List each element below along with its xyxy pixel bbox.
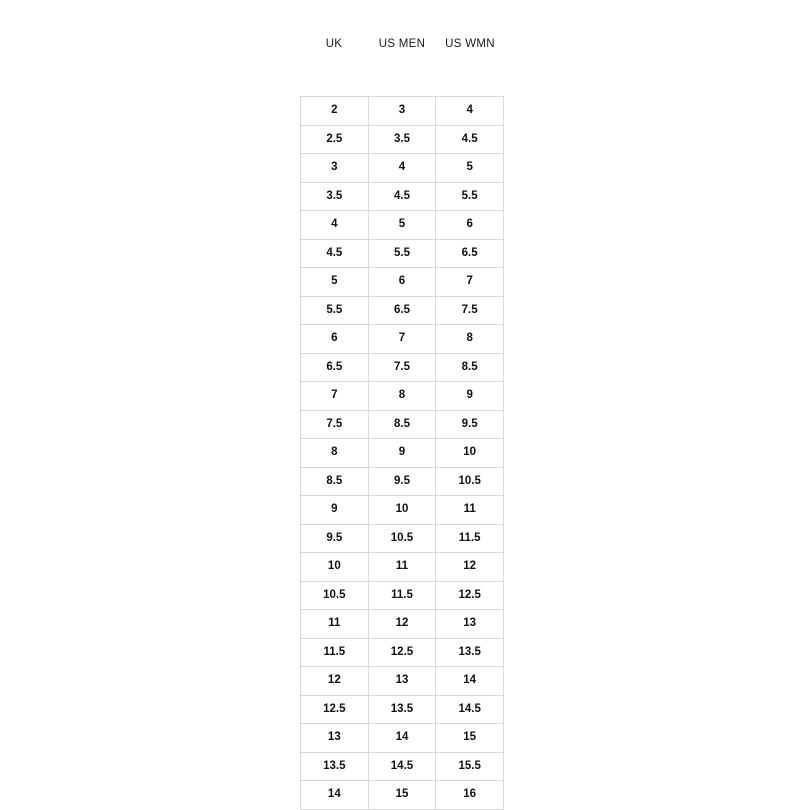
table-row xyxy=(301,695,504,724)
table-cell: 5.5 xyxy=(368,239,436,268)
table-cell: 8.5 xyxy=(436,353,504,382)
table-cell: 7.5 xyxy=(301,410,369,439)
table-cell: 4 xyxy=(368,154,436,183)
table-cell: 11.5 xyxy=(301,638,369,667)
table-cell: 14 xyxy=(436,667,504,696)
table-cell: 4.5 xyxy=(301,239,369,268)
table-row xyxy=(301,296,504,325)
table-row xyxy=(301,781,504,810)
table-row xyxy=(301,496,504,525)
table-cell: 12 xyxy=(436,553,504,582)
table-cell: 5 xyxy=(301,268,369,297)
table-cell: 11.5 xyxy=(436,524,504,553)
table-cell: 14.5 xyxy=(368,752,436,781)
table-cell: 10 xyxy=(301,553,369,582)
table-cell: 8 xyxy=(368,382,436,411)
table-cell: 13.5 xyxy=(301,752,369,781)
table-cell: 3 xyxy=(368,97,436,126)
table-cell: 6 xyxy=(368,268,436,297)
table-row xyxy=(301,97,504,126)
table-cell: 13 xyxy=(368,667,436,696)
table-cell: 3.5 xyxy=(368,125,436,154)
table-cell: 8.5 xyxy=(301,467,369,496)
table-row xyxy=(301,211,504,240)
size-table-body xyxy=(301,97,504,810)
table-row xyxy=(301,638,504,667)
table-row xyxy=(301,125,504,154)
column-header-us-wmn: US WMN xyxy=(445,38,495,50)
table-cell: 15 xyxy=(368,781,436,810)
table-cell: 9 xyxy=(368,439,436,468)
table-cell: 11.5 xyxy=(368,581,436,610)
table-row xyxy=(301,239,504,268)
table-cell: 6.5 xyxy=(436,239,504,268)
table-cell: 15.5 xyxy=(436,752,504,781)
table-cell: 12 xyxy=(368,610,436,639)
table-row xyxy=(301,154,504,183)
table-cell: 9.5 xyxy=(301,524,369,553)
table-cell: 5 xyxy=(436,154,504,183)
table-cell: 13.5 xyxy=(436,638,504,667)
table-row xyxy=(301,439,504,468)
table-cell: 12 xyxy=(301,667,369,696)
table-cell: 10 xyxy=(436,439,504,468)
table-cell: 6.5 xyxy=(301,353,369,382)
table-row xyxy=(301,610,504,639)
table-cell: 6 xyxy=(301,325,369,354)
table-cell: 10 xyxy=(368,496,436,525)
table-cell: 15 xyxy=(436,724,504,753)
table-cell: 4 xyxy=(436,97,504,126)
table-cell: 9.5 xyxy=(436,410,504,439)
column-header-uk: UK xyxy=(325,38,343,50)
table-cell: 11 xyxy=(368,553,436,582)
table-cell: 9 xyxy=(301,496,369,525)
table-cell: 7.5 xyxy=(436,296,504,325)
table-row xyxy=(301,467,504,496)
table-cell: 2.5 xyxy=(301,125,369,154)
table-row xyxy=(301,410,504,439)
table-cell: 8 xyxy=(436,325,504,354)
table-cell: 5 xyxy=(368,211,436,240)
table-cell: 12.5 xyxy=(301,695,369,724)
table-cell: 3.5 xyxy=(301,182,369,211)
table-row xyxy=(301,268,504,297)
table-cell: 10.5 xyxy=(301,581,369,610)
table-cell: 4.5 xyxy=(436,125,504,154)
table-row xyxy=(301,182,504,211)
table-cell: 12.5 xyxy=(436,581,504,610)
table-cell: 16 xyxy=(436,781,504,810)
table-cell: 5.5 xyxy=(436,182,504,211)
table-row xyxy=(301,524,504,553)
table-cell: 11 xyxy=(301,610,369,639)
table-cell: 11 xyxy=(436,496,504,525)
column-headers xyxy=(300,38,504,50)
table-cell: 9 xyxy=(436,382,504,411)
table-cell: 4.5 xyxy=(368,182,436,211)
table-row xyxy=(301,353,504,382)
table-cell: 7.5 xyxy=(368,353,436,382)
table-cell: 7 xyxy=(301,382,369,411)
table-cell: 8.5 xyxy=(368,410,436,439)
table-cell: 5.5 xyxy=(301,296,369,325)
table-row xyxy=(301,325,504,354)
table-row xyxy=(301,724,504,753)
table-row xyxy=(301,382,504,411)
table-cell: 12.5 xyxy=(368,638,436,667)
size-table-wrapper xyxy=(300,96,504,810)
table-cell: 8 xyxy=(301,439,369,468)
table-row xyxy=(301,667,504,696)
table-cell: 3 xyxy=(301,154,369,183)
table-cell: 13 xyxy=(436,610,504,639)
table-row xyxy=(301,581,504,610)
column-header-us-men: US MEN xyxy=(378,38,426,50)
table-row xyxy=(301,553,504,582)
table-cell: 14 xyxy=(368,724,436,753)
table-cell: 7 xyxy=(436,268,504,297)
table-cell: 14.5 xyxy=(436,695,504,724)
table-cell: 13 xyxy=(301,724,369,753)
table-cell: 6 xyxy=(436,211,504,240)
table-cell: 10.5 xyxy=(436,467,504,496)
table-cell: 4 xyxy=(301,211,369,240)
table-row xyxy=(301,752,504,781)
size-conversion-table xyxy=(300,96,504,810)
table-cell: 7 xyxy=(368,325,436,354)
table-cell: 10.5 xyxy=(368,524,436,553)
table-cell: 9.5 xyxy=(368,467,436,496)
table-cell: 14 xyxy=(301,781,369,810)
table-cell: 6.5 xyxy=(368,296,436,325)
table-cell: 13.5 xyxy=(368,695,436,724)
table-cell: 2 xyxy=(301,97,369,126)
